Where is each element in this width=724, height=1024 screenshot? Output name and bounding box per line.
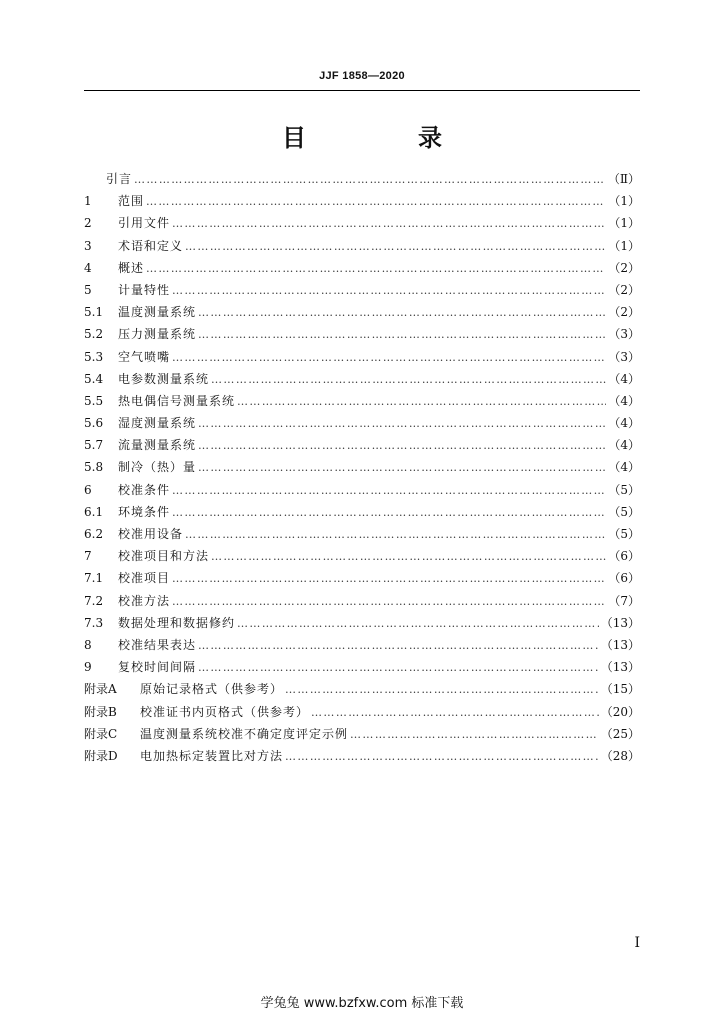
toc-entry-title: 范围 [118,194,145,209]
toc-leader-dots [172,280,606,302]
toc-entry-title: 计量特性 [118,282,171,297]
toc-entry-page: （6） [608,571,640,586]
toc-entry [84,412,640,434]
header-divider [84,90,640,91]
toc-entry [84,501,640,523]
toc-entry-title: 环境条件 [118,504,171,519]
toc-entry [84,723,640,745]
toc-entry [84,479,640,501]
toc-entry-page: （1） [608,194,640,209]
toc-entry [84,168,640,190]
toc-entry-number: 9 [84,660,92,675]
toc-entry-number: 5.4 [84,371,104,386]
toc-entry [84,545,640,567]
toc-entry [84,257,640,279]
toc-entry-number: 5.6 [84,416,104,431]
toc-entry-number: 6 [84,482,92,497]
toc-entry-title: 湿度测量系统 [118,416,197,431]
toc-leader-dots [198,635,599,657]
toc-entry-page: （13） [600,615,640,630]
toc-leader-dots [172,213,606,235]
toc-entry-number: 附录C [84,726,118,741]
toc-entry-page: （6） [608,549,640,564]
toc-leader-dots [198,657,599,679]
toc-entry-page: （7） [608,593,640,608]
toc-leader-dots [198,324,606,346]
toc-entry-page: （4） [608,416,640,431]
toc-entry-page: （5） [608,527,640,541]
toc-entry-title: 温度测量系统校准不确定度评定示例 [140,726,349,741]
toc-entry [84,590,640,612]
toc-entry-number: 5.8 [84,460,104,475]
toc-entry-title: 数据处理和数据修约 [118,615,236,630]
toc-entry-title: 校准条件 [118,482,171,497]
toc-entry-page: （2） [608,260,640,275]
toc-entry-title: 校准结果表达 [118,637,197,652]
toc-entry-title: 引用文件 [118,216,171,231]
toc-leader-dots [198,413,606,435]
toc-entry [84,701,640,723]
toc-leader-dots [172,347,606,369]
toc-entry-page: （5） [608,504,640,519]
toc-entry-page: （5） [608,482,640,497]
toc-entry-number: 5.5 [84,393,104,408]
toc-leader-dots [198,302,606,324]
toc-entry [84,612,640,634]
toc-entry-number: 5.2 [84,327,104,342]
toc-entry-number: 1 [84,194,92,209]
toc-entry [84,523,640,545]
toc-entry [84,634,640,656]
toc-entry [84,434,640,456]
toc-entry-number: 附录A [84,682,117,697]
toc-entry-title: 复校时间间隔 [118,660,197,675]
toc-entry-number: 8 [84,637,92,652]
toc-entry [84,656,640,678]
toc-entry-number: 5.3 [84,349,104,364]
toc-entry-title: 校准项目 [118,571,171,586]
toc-entry-page: （28） [600,748,640,763]
toc-entry-title: 引言 [106,172,133,186]
toc-entry-title: 校准用设备 [118,527,184,541]
toc-entry-number: 7 [84,549,92,564]
toc-entry-page: （4） [608,438,640,453]
toc-leader-dots [311,702,599,724]
toc-entry [84,301,640,323]
page-title: 目 录 [282,124,486,152]
toc-entry-title: 原始记录格式（供参考） [140,682,284,697]
toc-entry-number: 7.2 [84,593,104,608]
toc-entry [84,745,640,767]
toc-leader-dots [211,546,606,568]
toc-entry-title: 校准方法 [118,593,171,608]
toc-entry-number: 5 [84,282,92,297]
toc-entry-page: （25） [600,726,640,741]
toc-leader-dots [185,524,606,546]
toc-entry-page: （4） [608,393,640,408]
toc-entry-title: 压力测量系统 [118,327,197,342]
toc-entry [84,235,640,257]
toc-entry [84,368,640,390]
toc-entry-title: 概述 [118,260,145,275]
toc-entry-page: （3） [608,349,640,364]
toc-entry [84,190,640,212]
toc-entry-title: 制冷（热）量 [118,460,197,475]
toc-leader-dots [285,746,599,768]
toc-entry-title: 流量测量系统 [118,438,197,453]
toc-entry [84,567,640,589]
toc-entry-page: （13） [600,660,640,675]
toc-entry [84,346,640,368]
toc-entry-number: 7.1 [84,571,104,586]
toc-leader-dots [172,591,606,613]
watermark-text: 学兔兔 www.bzfxw.com 标准下载 [260,996,464,1011]
toc-entry-title: 电加热标定装置比对方法 [140,748,284,763]
toc-leader-dots [285,679,599,701]
toc-entry-number: 5.1 [84,305,104,320]
toc-entry-page: （13） [600,637,640,652]
page-number: I [634,935,640,951]
toc-entry [84,456,640,478]
toc-entry-page: （15） [600,682,640,697]
toc-entry-title: 热电偶信号测量系统 [118,393,236,408]
toc-entry-title: 校准证书内页格式（供参考） [140,704,310,719]
toc-entry-title: 校准项目和方法 [118,549,210,564]
toc-leader-dots [134,169,606,191]
toc-entry-number: 3 [84,238,92,253]
toc-leader-dots [146,191,606,213]
toc-leader-dots [172,568,606,590]
toc-entry-title: 温度测量系统 [118,305,197,320]
toc-leader-dots [198,457,606,479]
toc-entry-page: （2） [608,282,640,297]
toc-leader-dots [185,236,606,258]
toc-leader-dots [146,258,606,280]
toc-leader-dots [237,391,606,413]
toc-entry [84,212,640,234]
document-code-header: JJF 1858—2020 [319,70,405,82]
toc-entry-number: 4 [84,260,92,275]
toc-entry-page: （4） [608,460,640,475]
toc-entry-number: 2 [84,216,92,231]
toc-leader-dots [237,613,599,635]
toc-leader-dots [350,724,599,746]
toc-entry-number: 6.1 [84,504,104,519]
toc-leader-dots [172,502,606,524]
toc-entry-number: 7.3 [84,615,104,630]
toc-entry-title: 术语和定义 [118,238,184,253]
toc-entry [84,323,640,345]
toc-entry [84,678,640,700]
toc-entry-page: （3） [608,327,640,342]
toc-entry [84,390,640,412]
toc-entry-page: （Ⅱ） [607,172,640,186]
toc-entry-page: （4） [608,371,640,386]
toc-entry [84,279,640,301]
toc-entry-title: 空气喷嘴 [118,349,171,364]
toc-entry-number: 6.2 [84,527,104,541]
toc-leader-dots [198,435,606,457]
toc-leader-dots [172,480,606,502]
toc-entry-page: （1） [608,216,640,231]
table-of-contents [84,168,640,767]
toc-entry-page: （20） [600,704,640,719]
toc-entry-number: 附录D [84,748,118,763]
toc-entry-number: 附录B [84,704,117,719]
toc-leader-dots [211,369,606,391]
toc-entry-title: 电参数测量系统 [118,371,210,386]
toc-entry-page: （1） [608,238,640,253]
toc-entry-page: （2） [608,305,640,320]
toc-entry-number: 5.7 [84,438,104,453]
